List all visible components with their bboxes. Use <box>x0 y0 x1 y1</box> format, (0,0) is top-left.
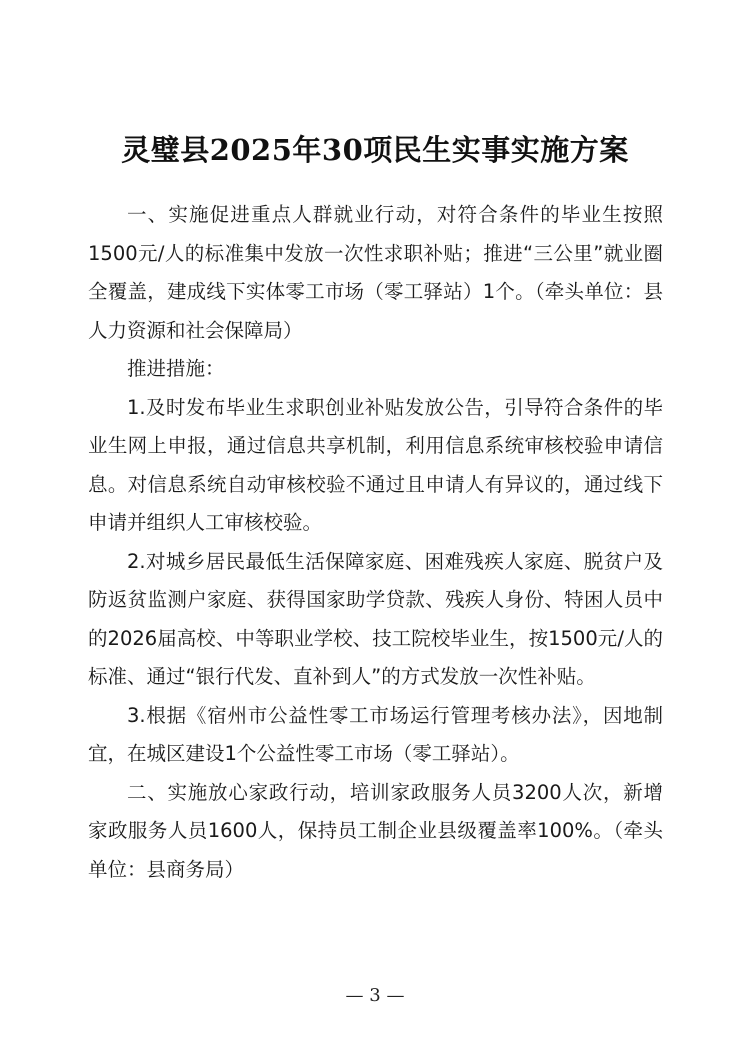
paragraph-measure-3: 3.根据《宿州市公益性零工市场运行管理考核办法》，因地制宜，在城区建设1个公益性零工市场（零工驿站）。 <box>88 703 663 765</box>
document-title: 灵璧县2025年30项民生实事实施方案 <box>121 133 629 167</box>
paragraph-employment-action: 一、实施促进重点人群就业行动，对符合条件的毕业生按照1500元/人的标准集中发放一次性求职补贴；推进“三公里”就业圈全覆盖，建成线下实体零工市场（零工驿站）1个。（牵头单位：县人力资源和社会保障局） <box>88 203 663 342</box>
paragraph-housekeeping-action: 二、实施放心家政行动，培训家政服务人员3200人次，新增家政服务人员1600人，保持员工制企业县级覆盖率100%。（牵头单位：县商务局） <box>88 780 663 881</box>
paragraph-measures-heading: 推进措施： <box>127 357 225 380</box>
page-number: — 3 — <box>345 985 405 1006</box>
paragraph-measure-1: 1.及时发布毕业生求职创业补贴发放公告，引导符合条件的毕业生网上申报，通过信息共享机制，利用信息系统审核校验申请信息。对信息系统自动审核校验不通过且申请人有异议的，通过线下申请并组织人工审核校验。 <box>88 395 663 534</box>
document-body <box>88 196 663 889</box>
paragraph-measure-2: 2.对城乡居民最低生活保障家庭、困难残疾人家庭、脱贫户及防返贫监测户家庭、获得国家助学贷款、残疾人身份、特困人员中的2026届高校、中等职业学校、技工院校毕业生，按1500元/人的标准、通过“银行代发、直补到人”的方式发放一次性补贴。 <box>88 549 663 688</box>
